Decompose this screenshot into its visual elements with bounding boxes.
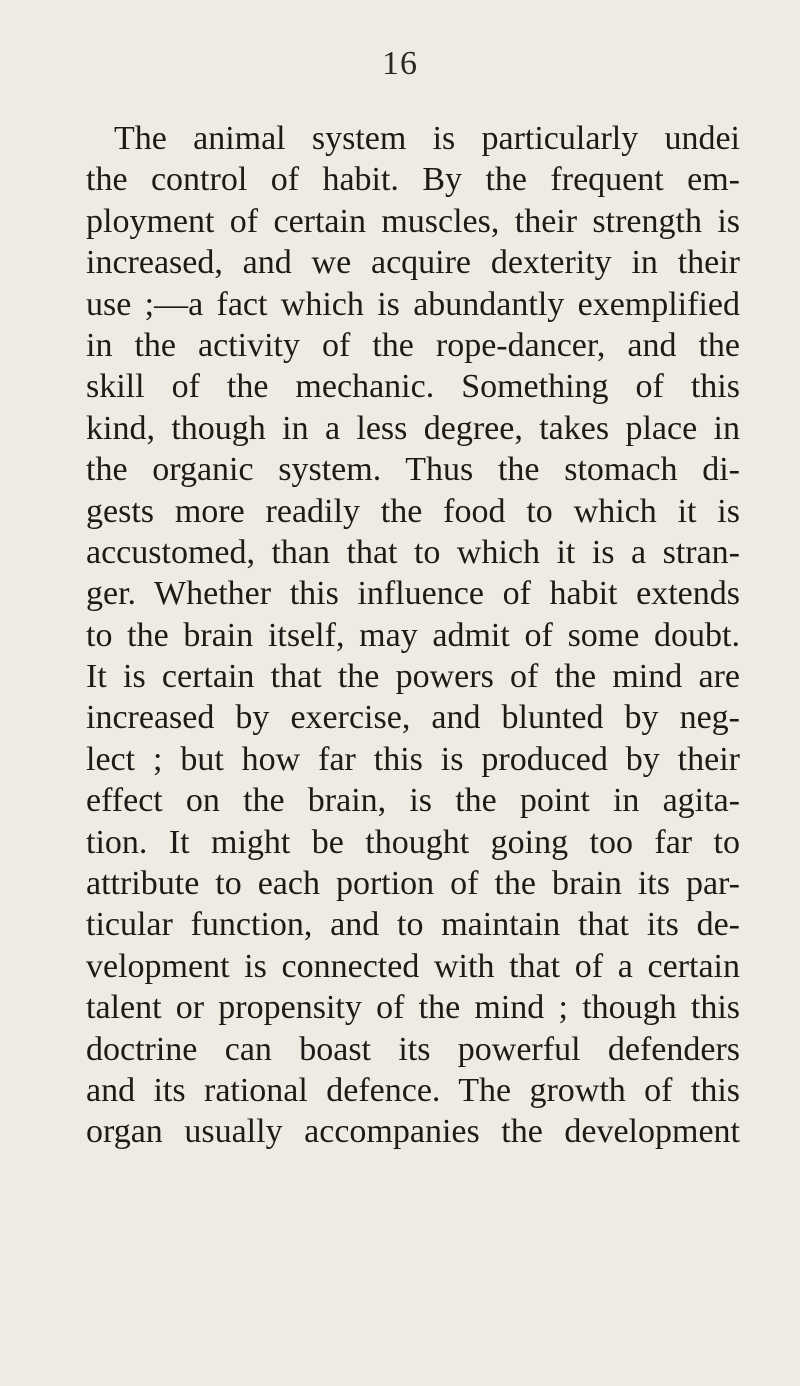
text-line: ployment of certain muscles, their strength is	[86, 202, 740, 240]
text-line: talent or propensity of the mind ; though this	[86, 989, 740, 1027]
text-line: in the activity of the rope-dancer, and the	[86, 326, 740, 364]
text-line: organ usually accompanies the development	[86, 1113, 740, 1151]
text-line: doctrine can boast its powerful defenders	[86, 1030, 740, 1068]
text-line: accustomed, than that to which it is a stran-	[86, 533, 740, 571]
text-line: increased by exercise, and blunted by neg-	[86, 699, 740, 737]
page-number: 16	[382, 45, 418, 82]
text-line: It is certain that the powers of the mind are	[86, 658, 740, 696]
text-line: the organic system. Thus the stomach di-	[86, 451, 740, 489]
text-line: increased, and we acquire dexterity in their	[86, 244, 740, 282]
body-text	[86, 118, 740, 1153]
text-line: ger. Whether this influence of habit extends	[86, 575, 740, 613]
text-line: tion. It might be thought going too far to	[86, 823, 740, 861]
text-line: effect on the brain, is the point in agita-	[86, 782, 740, 820]
text-line: ticular function, and to maintain that its de-	[86, 906, 740, 944]
text-line: to the brain itself, may admit of some doubt.	[86, 616, 740, 654]
text-line: The animal system is particularly undei	[114, 120, 740, 157]
text-line: use ;—a fact which is abundantly exemplified	[86, 285, 740, 323]
text-line: skill of the mechanic. Something of this	[86, 368, 740, 406]
text-line: velopment is connected with that of a certain	[86, 947, 740, 985]
text-line: attribute to each portion of the brain its par-	[86, 865, 740, 903]
text-line: lect ; but how far this is produced by their	[86, 740, 740, 778]
text-line: and its rational defence. The growth of this	[86, 1071, 740, 1109]
text-line: the control of habit. By the frequent em-	[86, 161, 740, 199]
text-line: kind, though in a less degree, takes place in	[86, 409, 740, 447]
text-line: gests more readily the food to which it is	[86, 492, 740, 530]
